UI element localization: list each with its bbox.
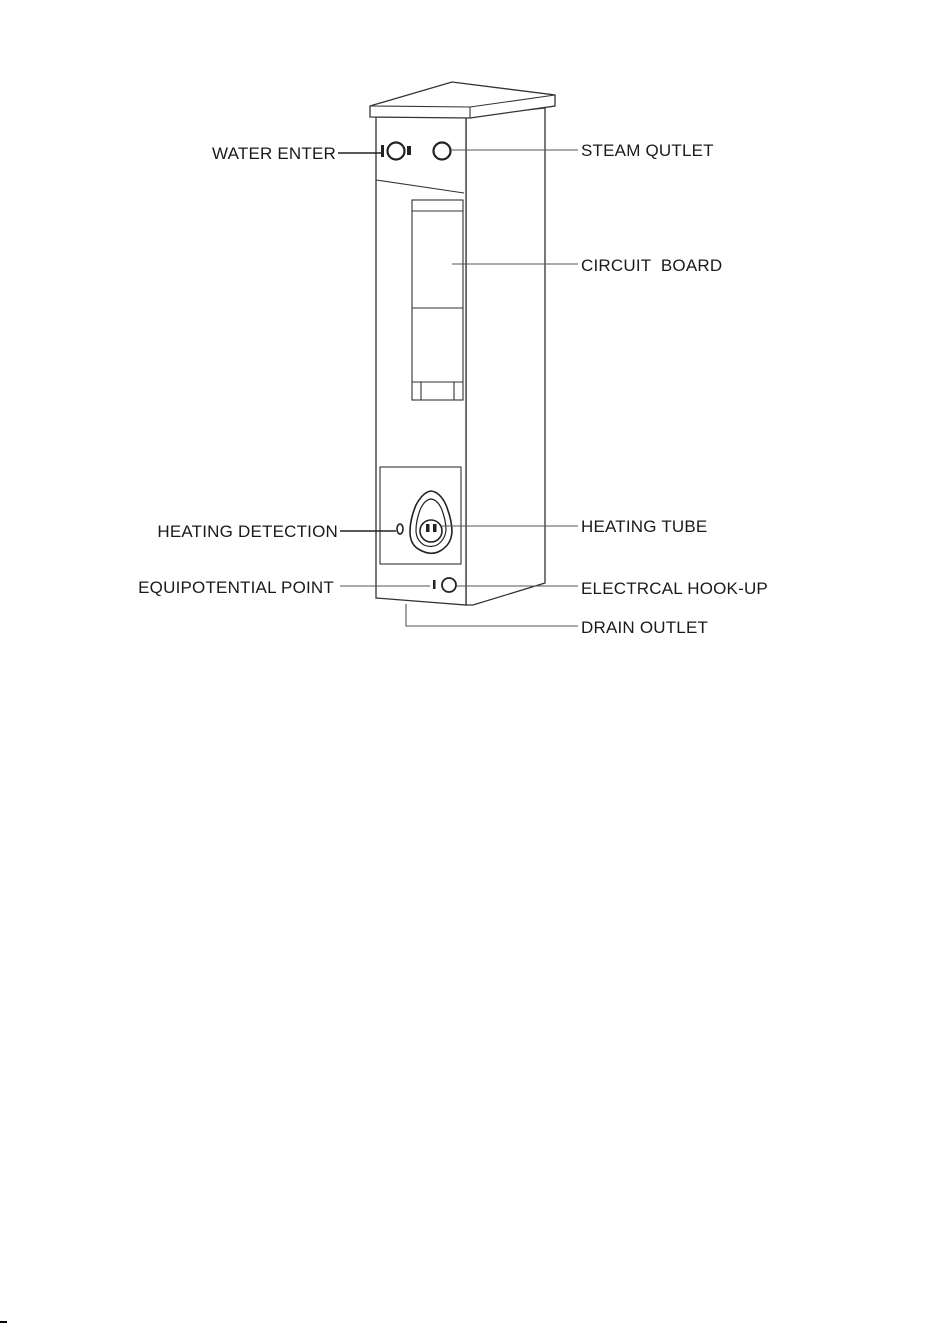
leader-drain-outlet — [406, 604, 578, 626]
label-electrical-hookup: ELECTRCAL HOOK-UP — [581, 579, 768, 598]
label-drain-outlet: DRAIN OUTLET — [581, 618, 709, 637]
electrical-hookup-port — [442, 578, 456, 592]
cabinet-side-panel — [466, 108, 545, 605]
heating-detection-sensor — [397, 524, 403, 534]
label-steam-outlet: STEAM QUTLET — [581, 141, 714, 160]
equipotential-point-mark — [433, 580, 436, 589]
label-heating-tube: HEATING TUBE — [581, 517, 708, 536]
label-water-enter: WATER ENTER — [211, 144, 336, 163]
steam-outlet-fitting — [434, 143, 451, 160]
label-equipotential-point: EQUIPOTENTIAL POINT — [138, 578, 334, 597]
label-circuit-board: CIRCUIT BOARD — [581, 256, 723, 275]
label-heating-detection: HEATING DETECTION — [157, 522, 338, 541]
